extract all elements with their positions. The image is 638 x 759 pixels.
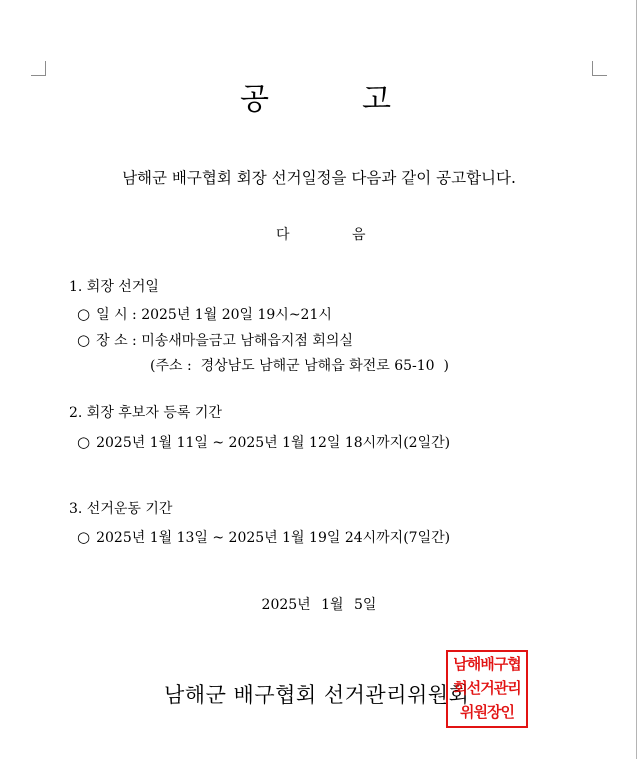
section1-date-item (77, 304, 332, 324)
section1-title: 1. 회장 선거일 (69, 279, 159, 295)
circle-bullet-icon: ○ (77, 528, 91, 546)
intro-text: 남해군 배구협회 회장 선거일정을 다음과 같이 공고합니다. (122, 169, 516, 187)
section1-date-line: 일 시 : 2025년 1월 20일 19시~21시 (96, 307, 332, 323)
title-char-1: 공 (240, 82, 269, 117)
organization-name: 남해군 배구협회 선거관리위원회 (164, 683, 470, 707)
notice-date: 2025년 1월 5일 (261, 597, 377, 613)
section1-address-line: (주소 : 경상남도 남해군 남해읍 화전로 65-10 ) (150, 358, 449, 374)
section2-period: 2025년 1월 11일 ~ 2025년 1월 12일 18시까지(2일간) (96, 435, 451, 451)
section3-title: 3. 선거운동 기간 (69, 501, 173, 517)
circle-bullet-icon: ○ (77, 331, 91, 349)
circle-bullet-icon: ○ (77, 305, 91, 323)
official-seal-stamp (446, 650, 528, 728)
heading-char-1: 다 (276, 227, 290, 243)
seal-line-1: 남해배구협 (453, 655, 521, 673)
seal-line-2: 회선거관리 (453, 679, 521, 697)
circle-bullet-icon: ○ (77, 433, 91, 451)
section3-period-item (77, 527, 450, 547)
section2-period-item (77, 432, 450, 452)
heading-char-2: 음 (352, 227, 366, 243)
section1-place-line: 장 소 : 미송새마을금고 남해읍지점 회의실 (96, 333, 353, 349)
seal-line-3: 위원장인 (460, 703, 514, 721)
page-corner-mark-right (592, 61, 607, 76)
section2-title: 2. 회장 후보자 등록 기간 (69, 405, 222, 421)
page-corner-mark-left (31, 61, 46, 76)
title-char-2: 고 (362, 82, 391, 117)
section3-period: 2025년 1월 13일 ~ 2025년 1월 19일 24시까지(7일간) (96, 530, 451, 546)
section1-place-item (77, 330, 353, 350)
